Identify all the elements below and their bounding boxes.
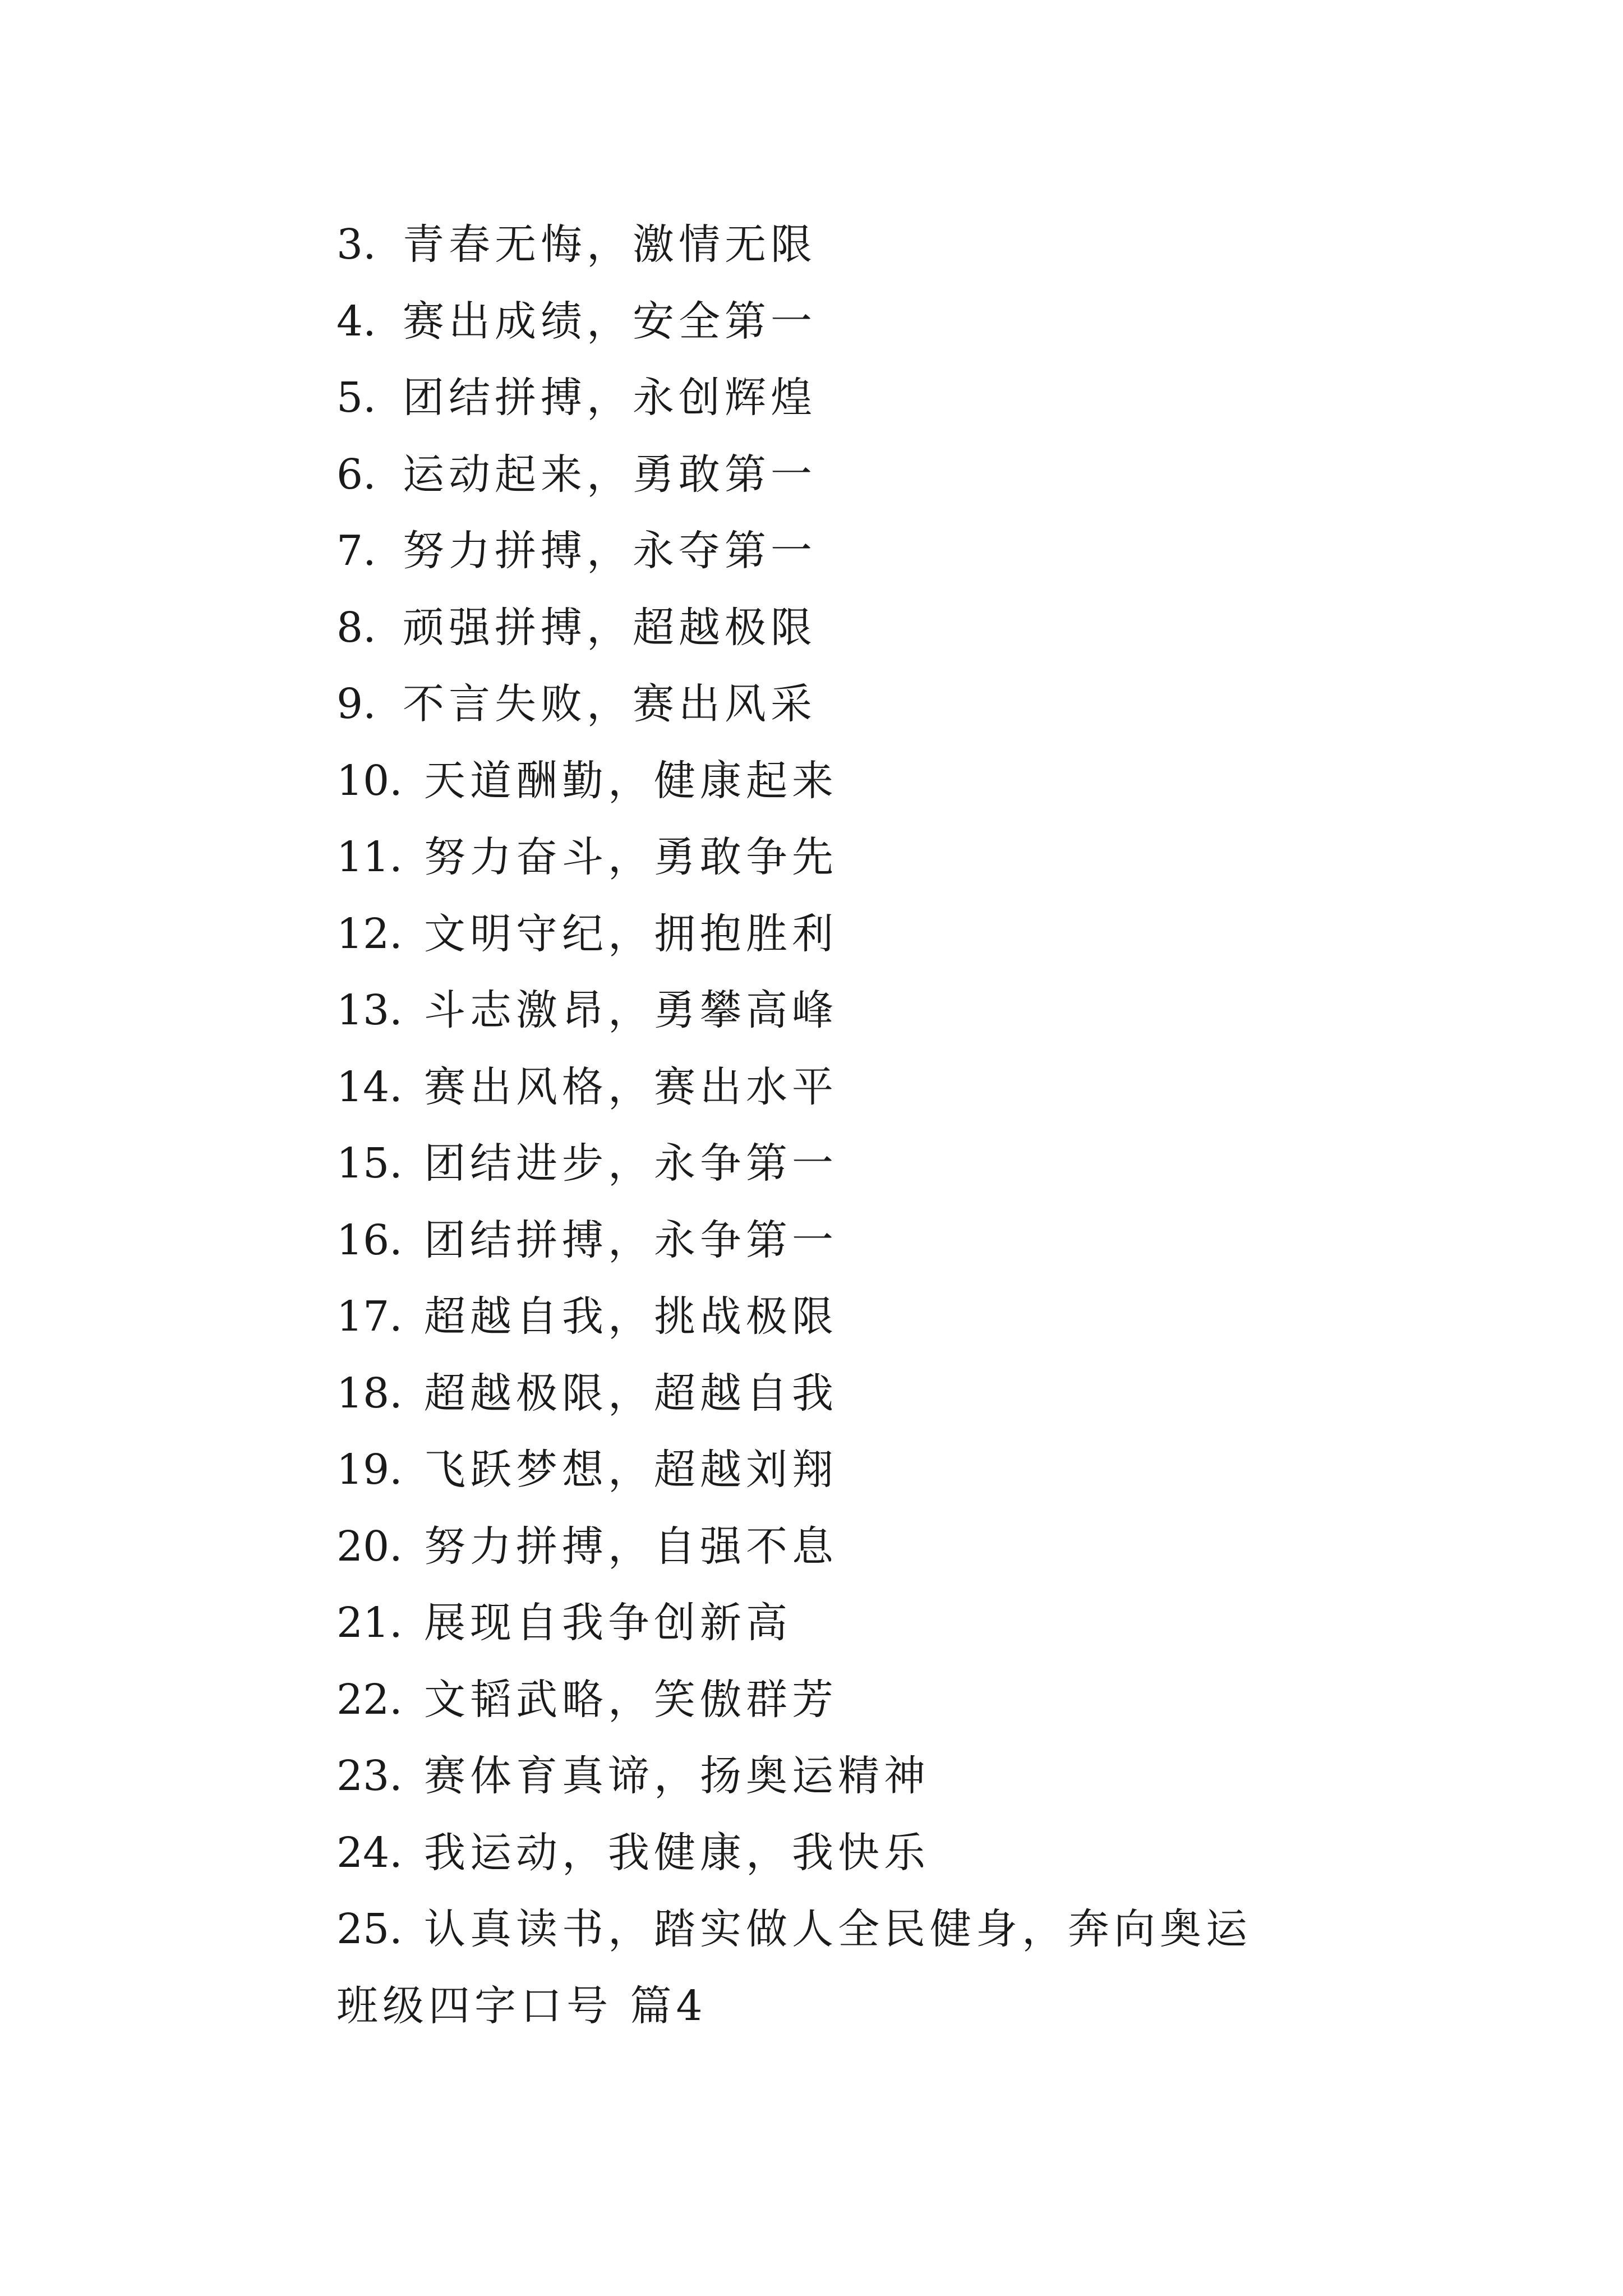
item-text: 努力拼搏，永夺第一 — [403, 527, 817, 575]
item-text: 团结拼搏，永争第一 — [424, 1216, 838, 1264]
list-item — [336, 360, 1458, 436]
item-text: 赛出成绩，安全第一 — [403, 297, 817, 346]
item-number: 8. — [336, 603, 376, 652]
list-item — [336, 513, 1458, 590]
item-number: 9. — [336, 680, 376, 728]
item-text: 文明守纪，拥抱胜利 — [424, 909, 838, 958]
list-item — [336, 206, 1458, 283]
item-text: 斗志激昂，勇攀高峰 — [424, 986, 838, 1034]
item-number: 6. — [336, 450, 376, 499]
section-heading: 班级四字口号 篇4 — [336, 1981, 707, 2030]
list-item — [336, 1355, 1458, 1432]
slogan-list — [336, 206, 1458, 2044]
list-item — [336, 1585, 1458, 1662]
list-item — [336, 896, 1458, 973]
item-text: 我运动，我健康，我快乐 — [424, 1828, 930, 1877]
item-number: 15. — [336, 1139, 403, 1188]
item-number: 13. — [336, 986, 403, 1034]
item-number: 25. — [336, 1905, 403, 1953]
item-text: 运动起来，勇敢第一 — [403, 450, 817, 499]
list-item — [336, 666, 1458, 743]
item-text: 赛体育真谛，扬奥运精神 — [424, 1752, 930, 1800]
item-number: 3. — [336, 220, 376, 269]
item-number: 10. — [336, 756, 403, 805]
list-item — [336, 819, 1458, 896]
item-text: 努力拼搏，自强不息 — [424, 1522, 838, 1571]
item-number: 20. — [336, 1522, 403, 1571]
item-number: 5. — [336, 374, 376, 422]
list-item — [336, 1278, 1458, 1355]
item-number: 23. — [336, 1752, 403, 1800]
item-text: 展现自我争创新高 — [424, 1599, 792, 1647]
list-item — [336, 1738, 1458, 1815]
item-text: 赛出风格，赛出水平 — [424, 1062, 838, 1111]
item-number: 22. — [336, 1675, 403, 1724]
list-item — [336, 972, 1458, 1049]
item-number: 11. — [336, 833, 403, 881]
item-text: 飞跃梦想，超越刘翔 — [424, 1446, 838, 1494]
item-text: 团结进步，永争第一 — [424, 1139, 838, 1188]
list-item — [336, 1125, 1458, 1202]
item-number: 21. — [336, 1599, 403, 1647]
list-item — [336, 590, 1458, 666]
item-text: 团结拼搏，永创辉煌 — [403, 374, 817, 422]
list-item — [336, 1049, 1458, 1126]
item-number: 16. — [336, 1216, 403, 1264]
item-number: 7. — [336, 527, 376, 575]
list-item — [336, 1508, 1458, 1585]
list-item — [336, 1202, 1458, 1279]
list-item — [336, 1662, 1458, 1738]
list-item — [336, 283, 1458, 360]
item-number: 12. — [336, 909, 403, 958]
item-number: 14. — [336, 1062, 403, 1111]
item-number: 17. — [336, 1292, 403, 1341]
list-item — [336, 1432, 1458, 1508]
list-item — [336, 436, 1458, 513]
item-text: 青春无悔，激情无限 — [403, 220, 817, 269]
item-text: 努力奋斗，勇敢争先 — [424, 833, 838, 881]
list-item — [336, 743, 1458, 820]
item-text: 超越极限，超越自我 — [424, 1369, 838, 1418]
item-text: 天道酬勤，健康起来 — [424, 756, 838, 805]
item-text: 顽强拼搏，超越极限 — [403, 603, 817, 652]
item-number: 19. — [336, 1446, 403, 1494]
list-item — [336, 1815, 1458, 1892]
item-number: 18. — [336, 1369, 403, 1418]
item-text: 文韬武略，笑傲群芳 — [424, 1675, 838, 1724]
item-text: 不言失败，赛出风采 — [403, 680, 817, 728]
item-number: 24. — [336, 1828, 403, 1877]
list-item — [336, 1891, 1458, 1968]
item-text: 超越自我，挑战极限 — [424, 1292, 838, 1341]
item-number: 4. — [336, 297, 376, 346]
item-text: 认真读书，踏实做人全民健身，奔向奥运 — [424, 1905, 1252, 1953]
